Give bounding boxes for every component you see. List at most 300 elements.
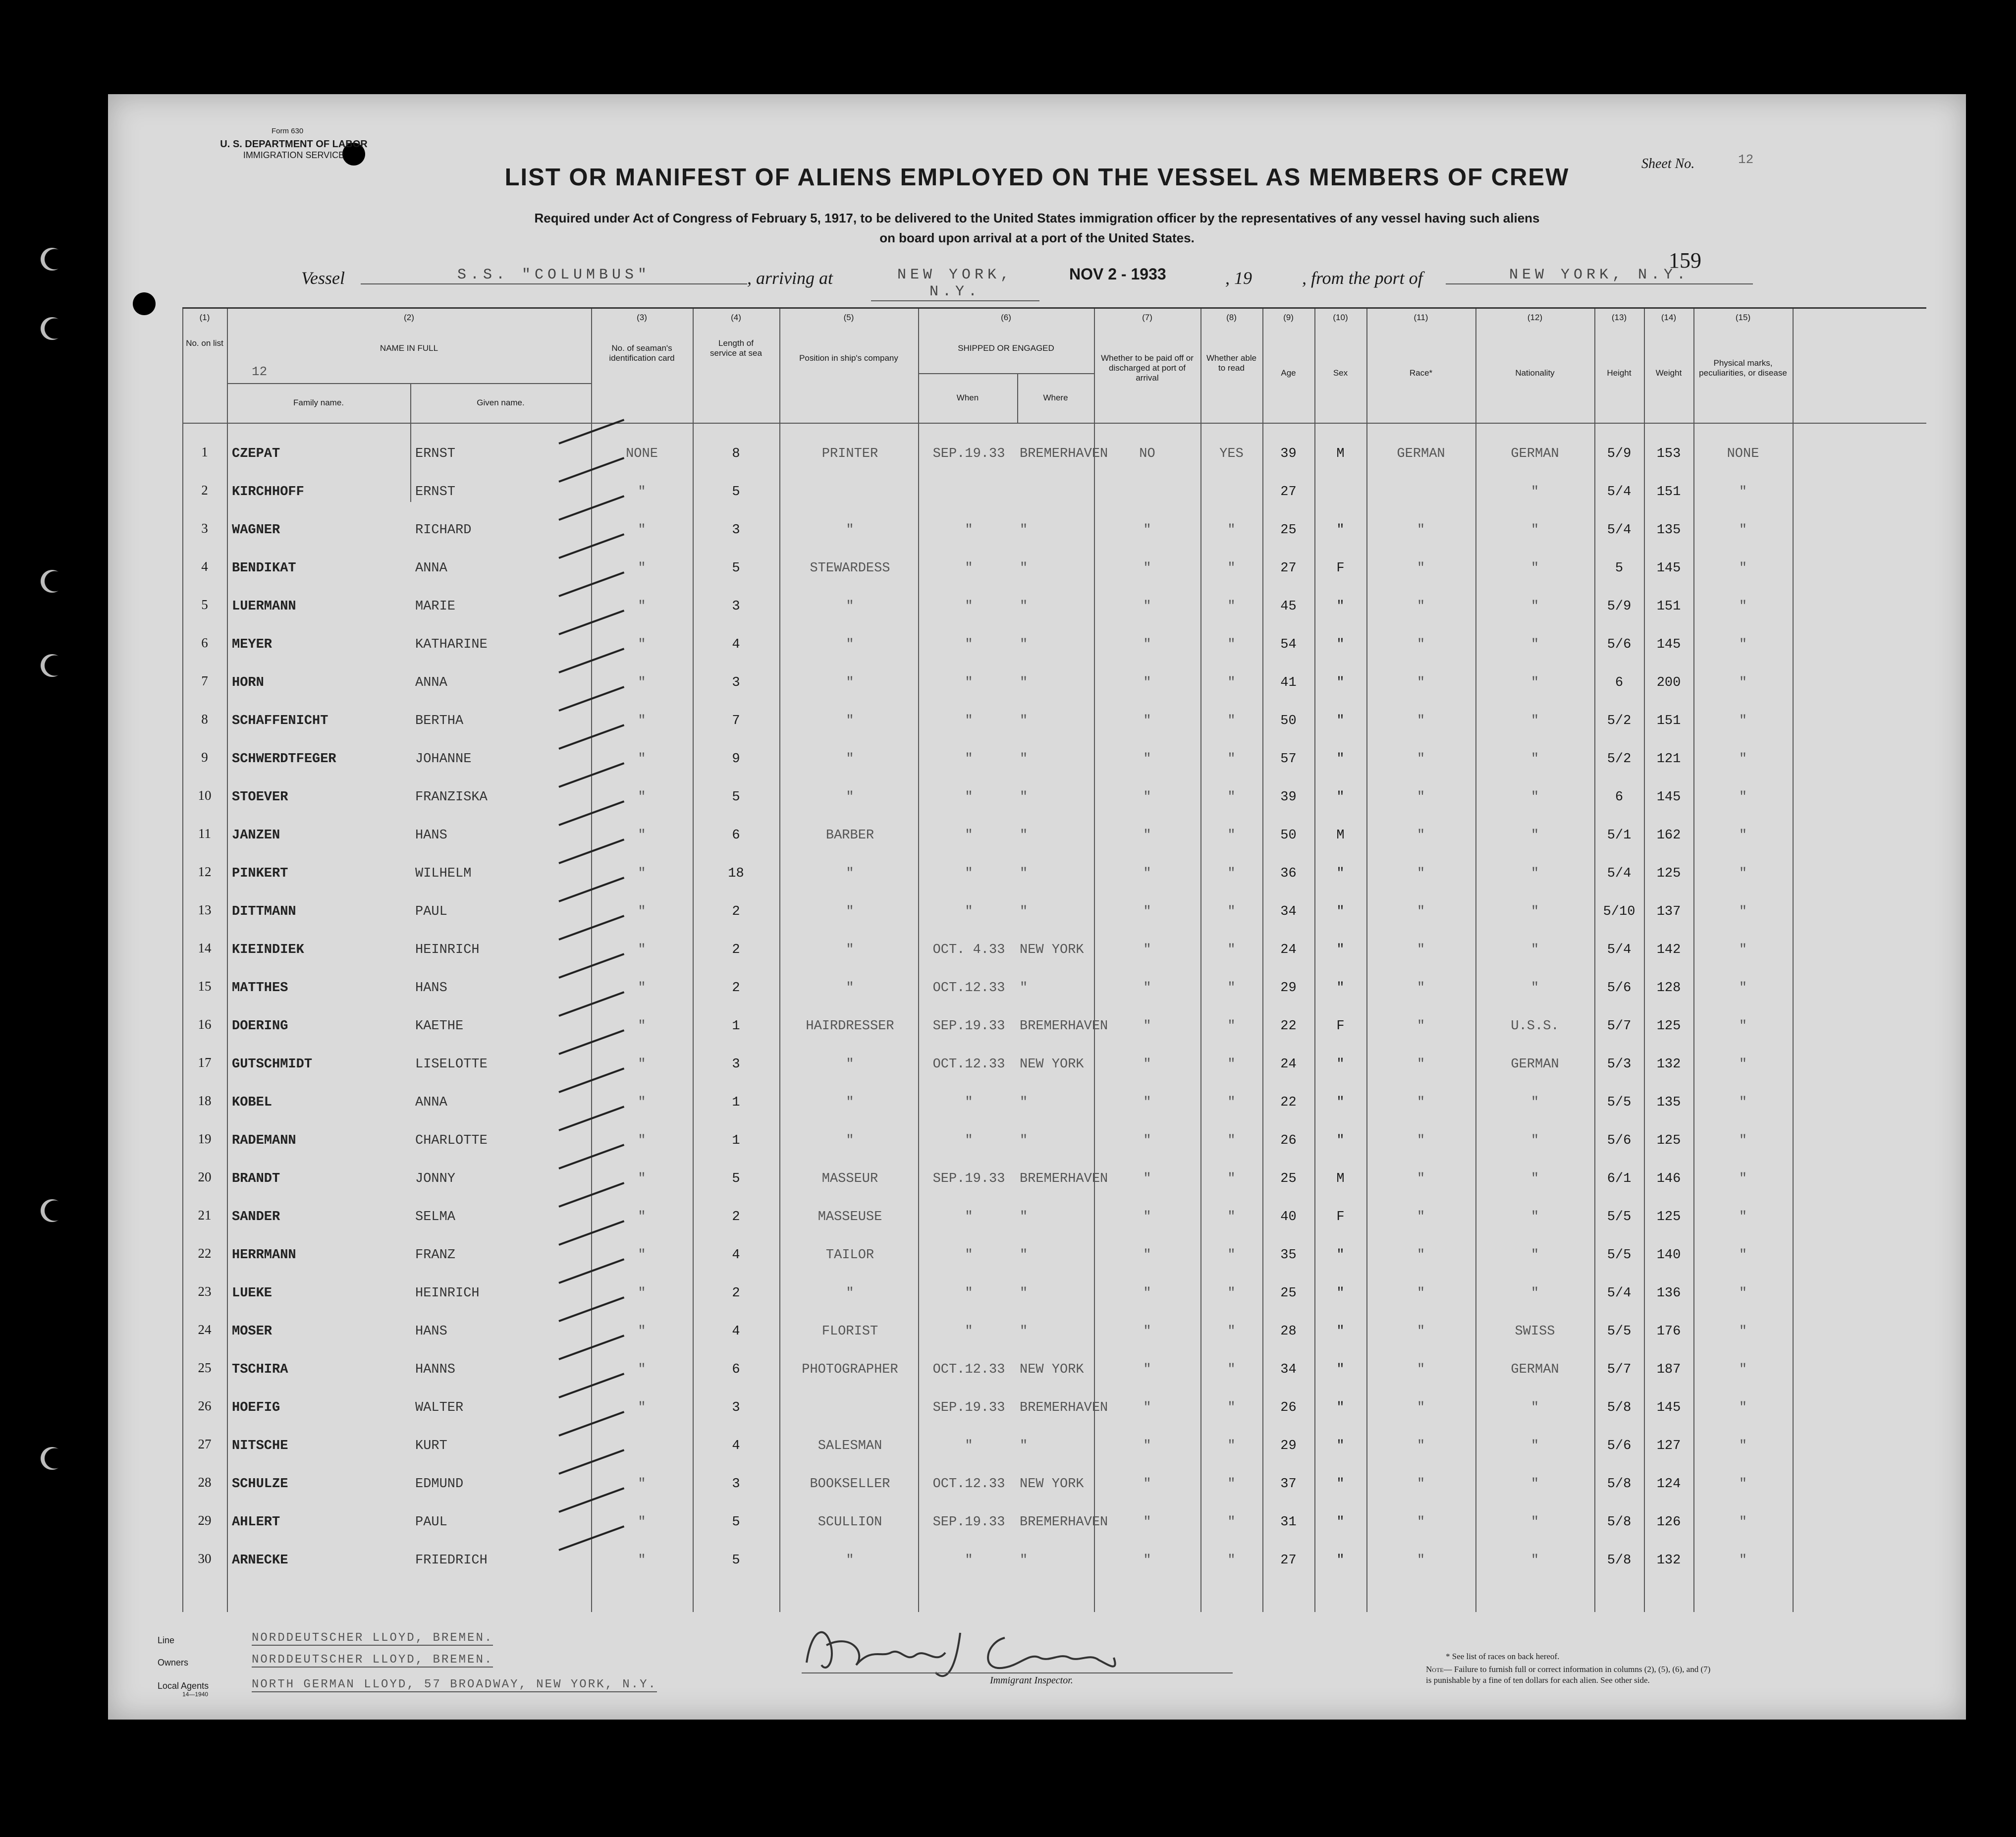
cell-height: 5/4 bbox=[1607, 866, 1632, 881]
cell-sex: M bbox=[1336, 446, 1345, 461]
arrival-date: NOV 2 - 1933 bbox=[1069, 265, 1166, 283]
cell-when: " bbox=[965, 790, 973, 805]
col-header-nationality: Nationality bbox=[1515, 368, 1555, 378]
row-number: 11 bbox=[198, 826, 211, 841]
cell-family: TSCHIRA bbox=[232, 1362, 288, 1377]
cell-family: HOEFIG bbox=[232, 1400, 280, 1415]
sheet-label: Sheet No. bbox=[1641, 156, 1695, 171]
cell-age: 22 bbox=[1280, 1019, 1297, 1034]
cell-weight: 135 bbox=[1656, 523, 1681, 538]
col-7-number: (7) bbox=[1142, 313, 1152, 322]
cell-where: NEW YORK bbox=[1020, 1057, 1084, 1072]
row-number: 22 bbox=[198, 1246, 212, 1261]
cell-sex: " bbox=[1336, 675, 1345, 690]
cell-weight: 127 bbox=[1656, 1439, 1681, 1453]
cell-marks: " bbox=[1739, 523, 1747, 538]
cell-weight: 137 bbox=[1656, 904, 1681, 919]
cell-service: 4 bbox=[732, 1439, 740, 1453]
row-number: 24 bbox=[198, 1322, 212, 1337]
cell-service: 2 bbox=[732, 981, 740, 996]
cell-sex: " bbox=[1336, 1439, 1345, 1453]
cell-weight: 151 bbox=[1656, 714, 1681, 728]
cell-marks: " bbox=[1739, 1095, 1747, 1110]
cell-race: " bbox=[1417, 1019, 1425, 1034]
cell-height: 5/4 bbox=[1607, 943, 1632, 957]
cell-race: " bbox=[1417, 1133, 1425, 1148]
cell-weight: 126 bbox=[1656, 1515, 1681, 1530]
cell-race: " bbox=[1417, 981, 1425, 996]
cell-sex: " bbox=[1336, 790, 1345, 805]
cell-given: KATHARINE bbox=[415, 637, 488, 652]
cell-read: " bbox=[1227, 1171, 1236, 1186]
cell-read: " bbox=[1227, 1477, 1236, 1492]
cell-family: MOSER bbox=[232, 1324, 272, 1339]
cell-marks: " bbox=[1739, 904, 1747, 919]
cell-position: FLORIST bbox=[821, 1324, 878, 1339]
cell-service: 2 bbox=[732, 1286, 740, 1301]
cell-given: RICHARD bbox=[415, 523, 472, 538]
cell-where: " bbox=[1020, 599, 1028, 614]
cell-read: " bbox=[1227, 599, 1236, 614]
binder-hole bbox=[133, 292, 156, 315]
cell-height: 6 bbox=[1615, 675, 1624, 690]
agents-value: NORTH GERMAN LLOYD, 57 BROADWAY, NEW YORK, N.Y. bbox=[252, 1678, 657, 1691]
cell-service: 1 bbox=[732, 1095, 740, 1110]
cell-race: " bbox=[1417, 1095, 1425, 1110]
cell-sex: " bbox=[1336, 1133, 1345, 1148]
row-number: 10 bbox=[198, 788, 212, 803]
cell-marks: " bbox=[1739, 714, 1747, 728]
cell-paid: " bbox=[1143, 1439, 1151, 1453]
cell-given: ANNA bbox=[415, 1095, 447, 1110]
cell-when: " bbox=[965, 1210, 973, 1225]
cell-paid: " bbox=[1143, 981, 1151, 996]
races-note: * See list of races on back hereof. bbox=[1446, 1652, 1560, 1661]
year-label: , 19 bbox=[1225, 268, 1252, 288]
cell-sex: " bbox=[1336, 981, 1345, 996]
cell-weight: 136 bbox=[1656, 1286, 1681, 1301]
cell-family: MATTHES bbox=[232, 981, 288, 996]
cell-read: " bbox=[1227, 904, 1236, 919]
cell-paid: " bbox=[1143, 1477, 1151, 1492]
cell-age: 57 bbox=[1280, 752, 1297, 767]
cell-sex: " bbox=[1336, 904, 1345, 919]
cell-family: DOERING bbox=[232, 1019, 288, 1034]
vessel-name: S.S. "COLUMBUS" bbox=[361, 267, 747, 284]
cell-weight: 145 bbox=[1656, 790, 1681, 805]
cell-age: 50 bbox=[1280, 714, 1297, 728]
table-row bbox=[182, 776, 1926, 814]
cell-sex: M bbox=[1336, 1171, 1345, 1186]
cell-where: " bbox=[1020, 1248, 1028, 1263]
cell-nationality: " bbox=[1530, 790, 1539, 805]
cell-age: 34 bbox=[1280, 904, 1297, 919]
cell-sex: " bbox=[1336, 1477, 1345, 1492]
row-number: 4 bbox=[201, 559, 208, 574]
cell-nationality: " bbox=[1530, 1133, 1539, 1148]
cell-sex: " bbox=[1336, 1057, 1345, 1072]
cell-where: BREMERHAVEN bbox=[1020, 1019, 1108, 1034]
row-number: 9 bbox=[201, 750, 208, 765]
cell-card: " bbox=[638, 1324, 646, 1339]
cell-weight: 162 bbox=[1656, 828, 1681, 843]
cell-read: YES bbox=[1219, 446, 1244, 461]
cell-height: 5/7 bbox=[1607, 1019, 1632, 1034]
row-number: 8 bbox=[201, 712, 208, 726]
row-number: 7 bbox=[201, 673, 208, 688]
cell-read: " bbox=[1227, 1400, 1236, 1415]
col-header-physical-marks: Physical marks, peculiarities, or disease bbox=[1699, 358, 1787, 378]
cell-when: " bbox=[965, 1095, 973, 1110]
cell-read: " bbox=[1227, 1324, 1236, 1339]
cell-race: " bbox=[1417, 1171, 1425, 1186]
cell-read: " bbox=[1227, 752, 1236, 767]
cell-position: MASSEUR bbox=[821, 1171, 878, 1186]
cell-marks: " bbox=[1739, 866, 1747, 881]
row-number: 16 bbox=[198, 1017, 212, 1032]
cell-given: MARIE bbox=[415, 599, 456, 614]
cell-race: GERMAN bbox=[1397, 446, 1445, 461]
cell-age: 29 bbox=[1280, 981, 1297, 996]
cell-nationality: " bbox=[1530, 599, 1539, 614]
cell-age: 27 bbox=[1280, 485, 1297, 500]
cell-card: " bbox=[638, 714, 646, 728]
cell-position: " bbox=[846, 904, 854, 919]
cell-where: " bbox=[1020, 637, 1028, 652]
cell-position: " bbox=[846, 523, 854, 538]
cell-card: " bbox=[638, 485, 646, 500]
cell-age: 25 bbox=[1280, 523, 1297, 538]
row-number: 25 bbox=[198, 1360, 212, 1375]
cell-card: " bbox=[638, 752, 646, 767]
cell-weight: 187 bbox=[1656, 1362, 1681, 1377]
cell-weight: 128 bbox=[1656, 981, 1681, 996]
cell-position: " bbox=[846, 1286, 854, 1301]
cell-when: " bbox=[965, 1286, 973, 1301]
cell-where: BREMERHAVEN bbox=[1020, 446, 1108, 461]
cell-where: " bbox=[1020, 1210, 1028, 1225]
cell-weight: 151 bbox=[1656, 599, 1681, 614]
row-number: 15 bbox=[198, 979, 212, 994]
cell-service: 3 bbox=[732, 599, 740, 614]
cell-when: SEP.19.33 bbox=[932, 1019, 1005, 1034]
cell-service: 2 bbox=[732, 1210, 740, 1225]
manifest-sheet bbox=[108, 94, 1966, 1720]
cell-sex: F bbox=[1336, 1210, 1345, 1225]
cell-given: ERNST bbox=[415, 446, 456, 461]
cell-marks: " bbox=[1739, 752, 1747, 767]
from-port: NEW YORK, N.Y. bbox=[1446, 267, 1753, 284]
cell-given: PAUL bbox=[415, 1515, 447, 1530]
cell-family: ARNECKE bbox=[232, 1553, 288, 1568]
cell-when: OCT.12.33 bbox=[932, 981, 1005, 996]
cell-race: " bbox=[1417, 866, 1425, 881]
cell-sex: " bbox=[1336, 1362, 1345, 1377]
cell-weight: 121 bbox=[1656, 752, 1681, 767]
agency-block bbox=[170, 139, 418, 161]
cell-paid: " bbox=[1143, 675, 1151, 690]
cell-height: 5/3 bbox=[1607, 1057, 1632, 1072]
table-row bbox=[182, 1234, 1926, 1272]
table-row bbox=[182, 1539, 1926, 1577]
cell-weight: 125 bbox=[1656, 1210, 1681, 1225]
cell-weight: 125 bbox=[1656, 1019, 1681, 1034]
cell-card: " bbox=[638, 1095, 646, 1110]
table-row bbox=[182, 433, 1926, 471]
cell-given: ANNA bbox=[415, 561, 447, 576]
cell-nationality: " bbox=[1530, 561, 1539, 576]
cell-when: " bbox=[965, 1324, 973, 1339]
row-number: 5 bbox=[201, 597, 208, 612]
cell-position: PHOTOGRAPHER bbox=[802, 1362, 898, 1377]
table-row bbox=[182, 1501, 1926, 1539]
cell-family: STOEVER bbox=[232, 790, 288, 805]
cell-race: " bbox=[1417, 1210, 1425, 1225]
cell-service: 5 bbox=[732, 1171, 740, 1186]
cell-marks: " bbox=[1739, 1057, 1747, 1072]
cell-when: " bbox=[965, 1248, 973, 1263]
cell-height: 5/10 bbox=[1603, 904, 1635, 919]
cell-card: " bbox=[638, 1019, 646, 1034]
cell-age: 28 bbox=[1280, 1324, 1297, 1339]
cell-when: " bbox=[965, 675, 973, 690]
cell-read: " bbox=[1227, 675, 1236, 690]
sheet-number bbox=[1641, 152, 1754, 172]
cell-age: 37 bbox=[1280, 1477, 1297, 1492]
cell-weight: 145 bbox=[1656, 1400, 1681, 1415]
table-row bbox=[182, 700, 1926, 738]
cell-weight: 140 bbox=[1656, 1248, 1681, 1263]
cell-nationality: " bbox=[1530, 752, 1539, 767]
cell-given: HANNS bbox=[415, 1362, 456, 1377]
cell-given: BERTHA bbox=[415, 714, 464, 728]
table-row bbox=[182, 1425, 1926, 1463]
cell-read: " bbox=[1227, 1439, 1236, 1453]
cell-nationality: " bbox=[1530, 1553, 1539, 1568]
cell-position: BARBER bbox=[825, 828, 874, 843]
cell-read: " bbox=[1227, 1362, 1236, 1377]
cell-nationality: " bbox=[1530, 1477, 1539, 1492]
row-number: 20 bbox=[198, 1169, 212, 1184]
col-header-list-no: No. on list bbox=[186, 338, 223, 348]
cell-sex: " bbox=[1336, 599, 1345, 614]
cell-when: " bbox=[965, 523, 973, 538]
cell-family: SCHAFFENICHT bbox=[232, 714, 328, 728]
col-1-number: (1) bbox=[199, 313, 210, 322]
col-4-number: (4) bbox=[731, 313, 741, 322]
department-name: U. S. DEPARTMENT OF LABOR bbox=[220, 139, 368, 150]
line-value: NORDDEUTSCHER LLOYD, BREMEN. bbox=[252, 1631, 493, 1645]
row-number: 27 bbox=[198, 1437, 212, 1451]
cell-where: " bbox=[1020, 981, 1028, 996]
cell-card: " bbox=[638, 1248, 646, 1263]
cell-card: " bbox=[638, 675, 646, 690]
cell-given: JONNY bbox=[415, 1171, 456, 1186]
cell-family: BENDIKAT bbox=[232, 561, 296, 576]
cell-when: OCT.12.33 bbox=[932, 1362, 1005, 1377]
cell-height: 5/2 bbox=[1607, 714, 1632, 728]
cell-service: 3 bbox=[732, 1057, 740, 1072]
cell-paid: " bbox=[1143, 1515, 1151, 1530]
cell-read: " bbox=[1227, 1248, 1236, 1263]
cell-given: WALTER bbox=[415, 1400, 464, 1415]
cell-where: " bbox=[1020, 1286, 1028, 1301]
cell-weight: 145 bbox=[1656, 637, 1681, 652]
cell-weight: 135 bbox=[1656, 1095, 1681, 1110]
table-row bbox=[182, 1196, 1926, 1234]
cell-age: 34 bbox=[1280, 1362, 1297, 1377]
cell-race: " bbox=[1417, 561, 1425, 576]
cell-age: 50 bbox=[1280, 828, 1297, 843]
cell-height: 5/7 bbox=[1607, 1362, 1632, 1377]
col-header-where: Where bbox=[1043, 393, 1068, 402]
cell-nationality: " bbox=[1530, 1515, 1539, 1530]
cell-marks: " bbox=[1739, 943, 1747, 957]
cell-service: 2 bbox=[732, 904, 740, 919]
cell-nationality: U.S.S. bbox=[1511, 1019, 1559, 1034]
cell-read: " bbox=[1227, 790, 1236, 805]
table-row bbox=[182, 1272, 1926, 1310]
table-row bbox=[182, 623, 1926, 662]
cell-family: PINKERT bbox=[232, 866, 288, 881]
binder-hole bbox=[41, 1447, 63, 1470]
cell-when: " bbox=[965, 1553, 973, 1568]
cell-race: " bbox=[1417, 1400, 1425, 1415]
cell-given: CHARLOTTE bbox=[415, 1133, 488, 1148]
row-number: 6 bbox=[201, 635, 208, 650]
cell-age: 31 bbox=[1280, 1515, 1297, 1530]
cell-family: SANDER bbox=[232, 1210, 280, 1225]
cell-height: 5/8 bbox=[1607, 1477, 1632, 1492]
cell-card: " bbox=[638, 561, 646, 576]
cell-marks: " bbox=[1739, 1477, 1747, 1492]
cell-read: " bbox=[1227, 866, 1236, 881]
vessel-line bbox=[108, 263, 1966, 300]
cell-where: " bbox=[1020, 904, 1028, 919]
cell-when: " bbox=[965, 752, 973, 767]
cell-race: " bbox=[1417, 1515, 1425, 1530]
row-number: 3 bbox=[201, 521, 208, 536]
cell-age: 54 bbox=[1280, 637, 1297, 652]
cell-sex: " bbox=[1336, 866, 1345, 881]
sheet-number-value: 12 bbox=[1738, 152, 1754, 167]
col-header-age: Age bbox=[1281, 368, 1296, 378]
cell-where: " bbox=[1020, 1095, 1028, 1110]
cell-when: " bbox=[965, 904, 973, 919]
table-row bbox=[182, 471, 1926, 509]
cell-paid: " bbox=[1143, 1248, 1151, 1263]
cell-position: " bbox=[846, 637, 854, 652]
table-row bbox=[182, 1387, 1926, 1425]
cell-age: 40 bbox=[1280, 1210, 1297, 1225]
table-row bbox=[182, 967, 1926, 1005]
cell-nationality: " bbox=[1530, 1439, 1539, 1453]
cell-service: 18 bbox=[728, 866, 744, 881]
cell-given: ANNA bbox=[415, 675, 447, 690]
cell-when: OCT.12.33 bbox=[932, 1477, 1005, 1492]
cell-race: " bbox=[1417, 1362, 1425, 1377]
cell-where: " bbox=[1020, 1439, 1028, 1453]
cell-paid: NO bbox=[1139, 446, 1155, 461]
row-number: 26 bbox=[198, 1398, 212, 1413]
row-number: 19 bbox=[198, 1131, 212, 1146]
cell-where: " bbox=[1020, 866, 1028, 881]
cell-paid: " bbox=[1143, 752, 1151, 767]
cell-given: KAETHE bbox=[415, 1019, 464, 1034]
row-number: 17 bbox=[198, 1055, 212, 1070]
cell-race: " bbox=[1417, 790, 1425, 805]
binder-hole bbox=[41, 248, 63, 271]
col-15-number: (15) bbox=[1735, 313, 1751, 322]
note-label: Note bbox=[1426, 1665, 1444, 1674]
cell-marks: " bbox=[1739, 1210, 1747, 1225]
cell-paid: " bbox=[1143, 1171, 1151, 1186]
cell-read: " bbox=[1227, 1019, 1236, 1034]
cell-given: JOHANNE bbox=[415, 752, 472, 767]
col-header-family-name: Family name. bbox=[293, 398, 344, 407]
cell-given: FRANZ bbox=[415, 1248, 456, 1263]
cell-nationality: " bbox=[1530, 523, 1539, 538]
cell-read: " bbox=[1227, 943, 1236, 957]
col-header-race: Race* bbox=[1409, 368, 1433, 378]
cell-read: " bbox=[1227, 1057, 1236, 1072]
cell-card: " bbox=[638, 790, 646, 805]
cell-where: " bbox=[1020, 828, 1028, 843]
cell-race: " bbox=[1417, 752, 1425, 767]
row-number: 30 bbox=[198, 1551, 212, 1566]
subtitle-line-2: on board upon arrival at a port of the United States. bbox=[879, 230, 1195, 245]
table-row bbox=[182, 1081, 1926, 1119]
row-number: 1 bbox=[201, 445, 208, 459]
row-number: 28 bbox=[198, 1475, 212, 1490]
cell-position: " bbox=[846, 1133, 854, 1148]
cell-position: SCULLION bbox=[817, 1515, 882, 1530]
cell-family: SCHWERDTFEGER bbox=[232, 752, 336, 767]
cell-family: HERRMANN bbox=[232, 1248, 296, 1263]
cell-read: " bbox=[1227, 1515, 1236, 1530]
cell-sex: F bbox=[1336, 1019, 1345, 1034]
cell-given: WILHELM bbox=[415, 866, 472, 881]
cell-age: 39 bbox=[1280, 790, 1297, 805]
col-8-number: (8) bbox=[1226, 313, 1237, 322]
cell-sex: " bbox=[1336, 1248, 1345, 1263]
cell-position: " bbox=[846, 714, 854, 728]
col-header-read: Whether able to read bbox=[1206, 353, 1257, 373]
table-row bbox=[182, 852, 1926, 891]
cell-nationality: " bbox=[1530, 943, 1539, 957]
cell-height: 5/1 bbox=[1607, 828, 1632, 843]
cell-marks: " bbox=[1739, 675, 1747, 690]
col-3-number: (3) bbox=[637, 313, 647, 322]
cell-marks: " bbox=[1739, 1133, 1747, 1148]
row-number: 14 bbox=[198, 941, 212, 955]
cell-marks: " bbox=[1739, 790, 1747, 805]
row-number: 2 bbox=[201, 483, 208, 498]
row-number: 13 bbox=[198, 902, 212, 917]
cell-marks: " bbox=[1739, 485, 1747, 500]
cell-nationality: " bbox=[1530, 828, 1539, 843]
cell-race: " bbox=[1417, 714, 1425, 728]
arriving-port: NEW YORK, N.Y. bbox=[871, 267, 1039, 301]
cell-card: " bbox=[638, 1400, 646, 1415]
cell-position: STEWARDESS bbox=[810, 561, 890, 576]
inspector-label: Immigrant Inspector. bbox=[990, 1675, 1073, 1686]
cell-where: NEW YORK bbox=[1020, 943, 1084, 957]
cell-given: SELMA bbox=[415, 1210, 456, 1225]
cell-where: BREMERHAVEN bbox=[1020, 1515, 1108, 1530]
cell-where: BREMERHAVEN bbox=[1020, 1171, 1108, 1186]
cell-height: 5/5 bbox=[1607, 1095, 1632, 1110]
